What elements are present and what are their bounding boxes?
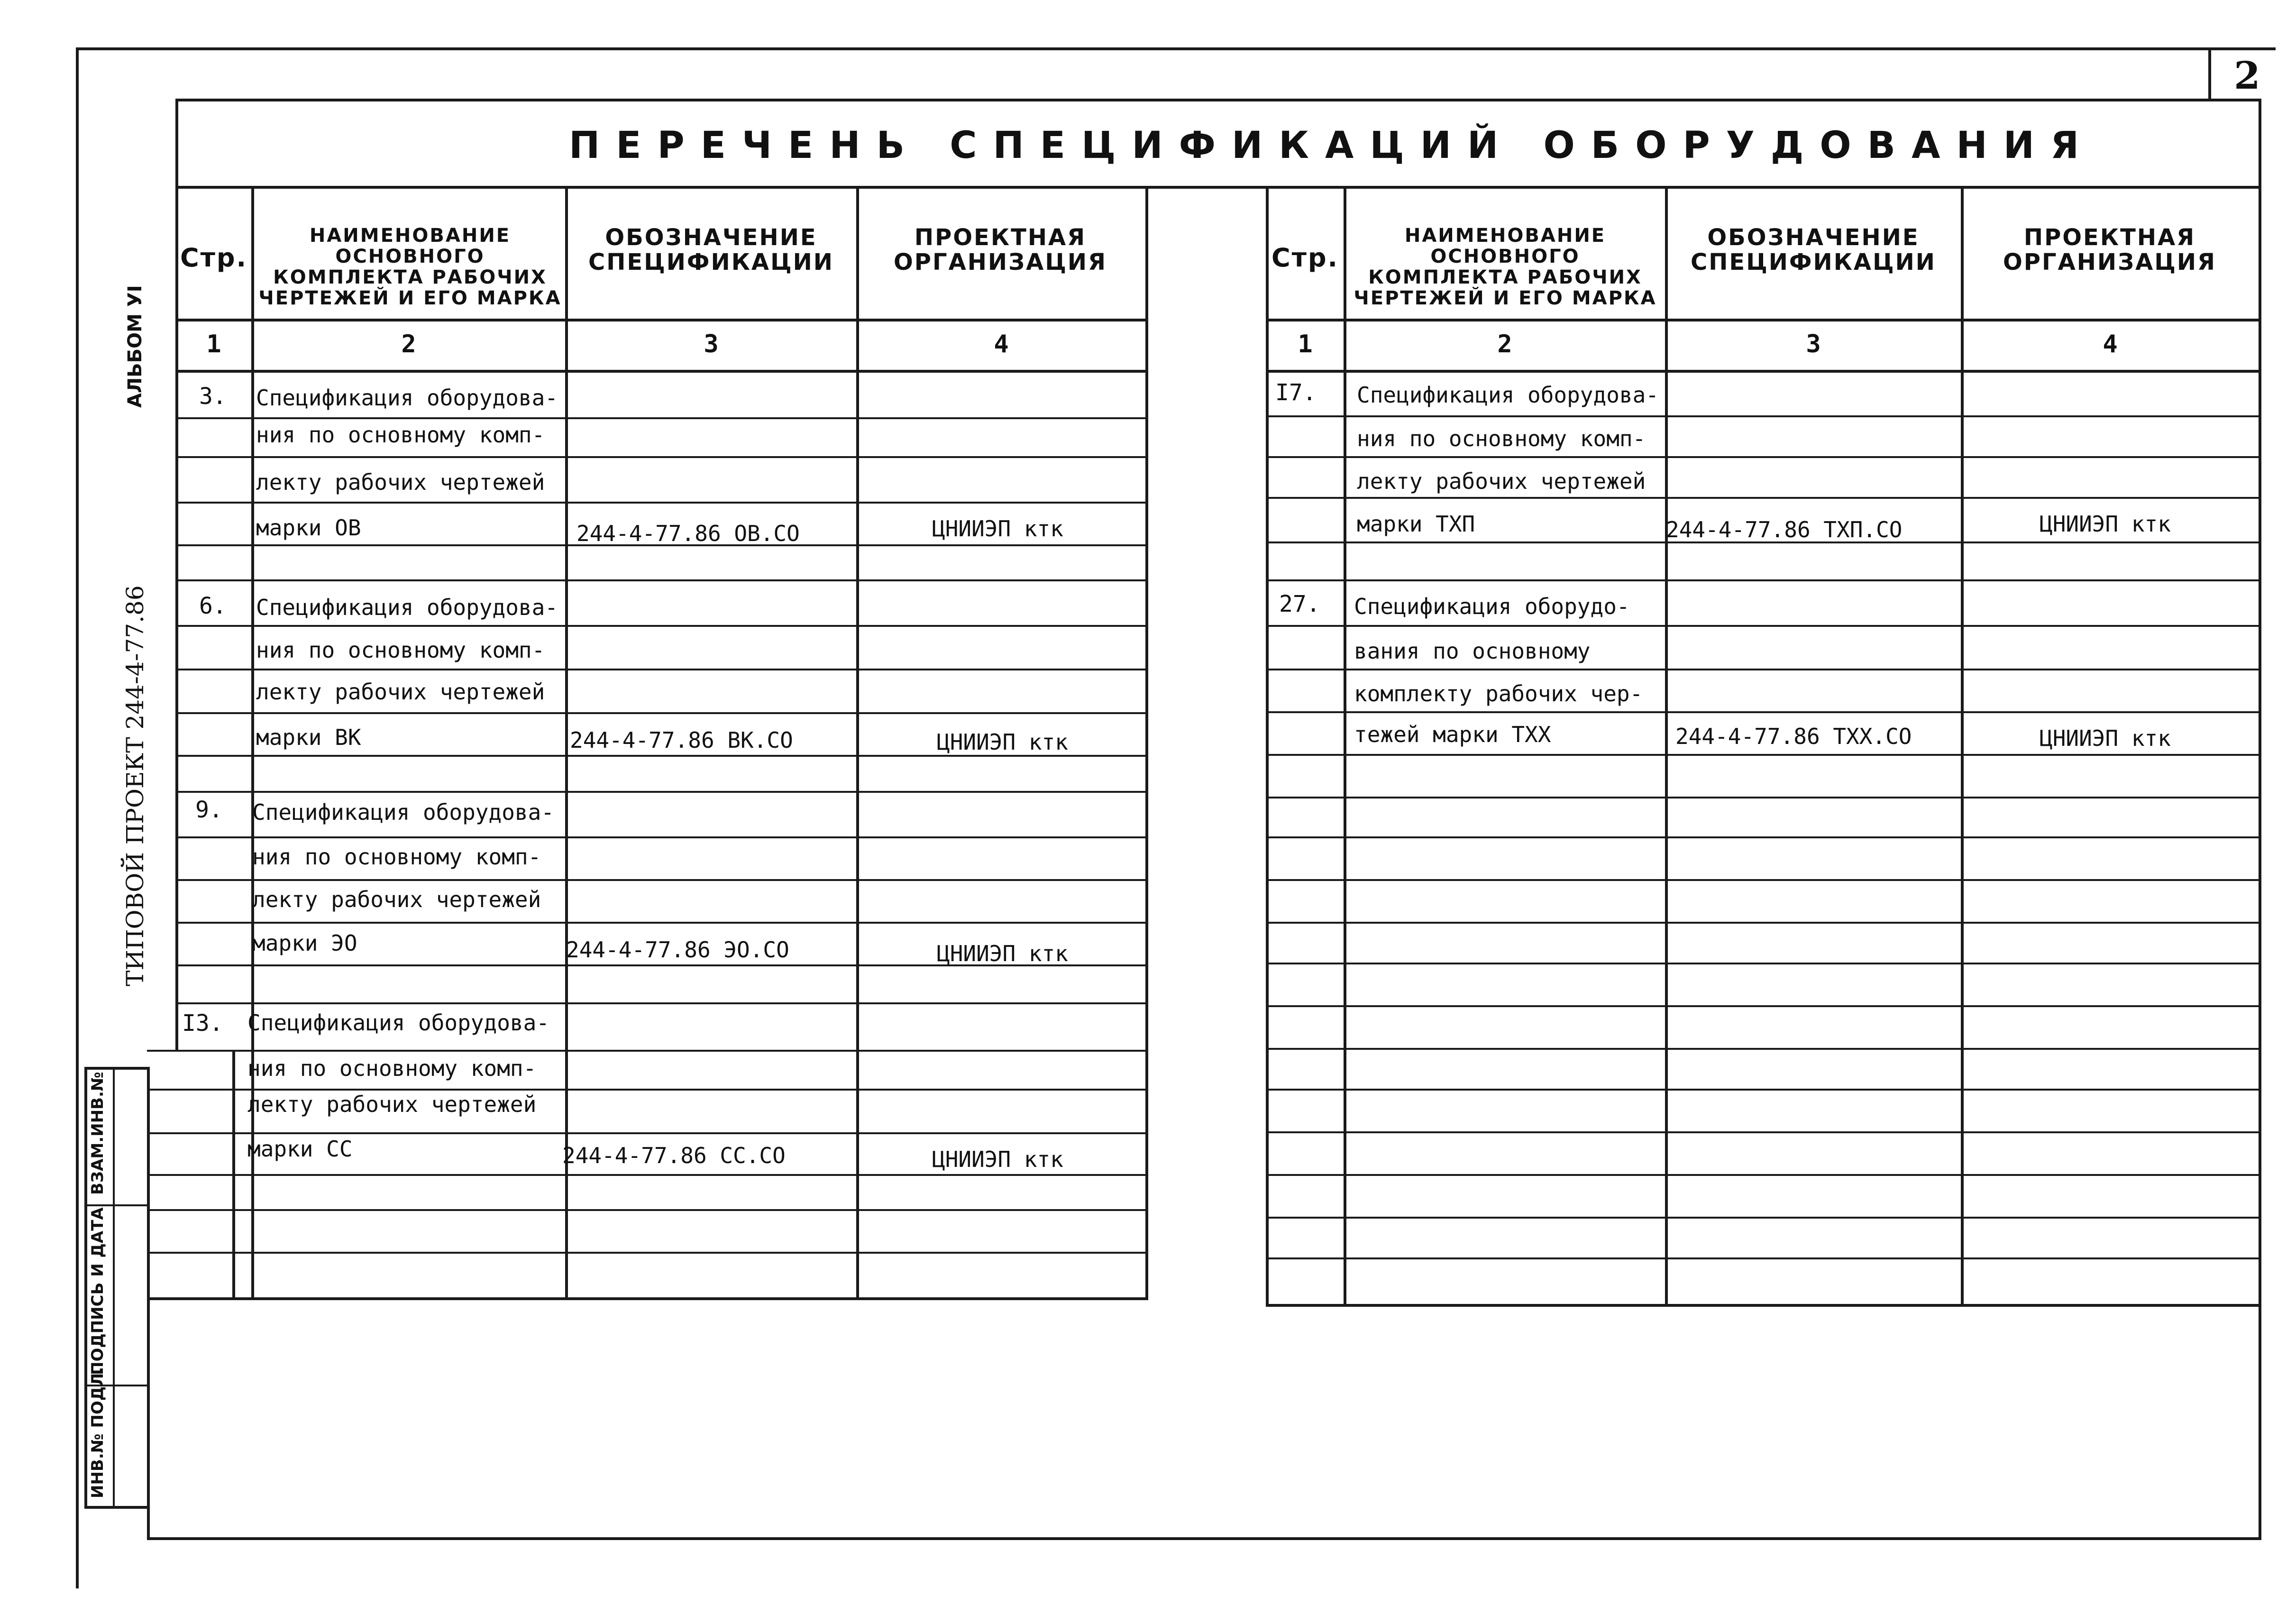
left-row-line xyxy=(147,1252,1147,1254)
left-row-line xyxy=(175,1002,1147,1004)
right-entry-line: комплекту рабочих чер- xyxy=(1354,681,1643,706)
right-row-line xyxy=(1266,625,2259,627)
left-entry-page: 9. xyxy=(195,797,223,823)
right-header-name: НАИМЕНОВАНИЕ ОСНОВНОГО КОМПЛЕКТА РАБОЧИХ ЧЕРТЕЖЕЙ И ЕГО МАРКА xyxy=(1354,225,1657,309)
left-entry-org: ЦНИИЭП ктк xyxy=(937,941,1068,966)
right-colnum-1: 1 xyxy=(1298,330,1313,358)
right-row-line xyxy=(1266,963,2259,964)
left-row-line xyxy=(175,791,1147,793)
left-header-page: Стр. xyxy=(180,243,248,273)
right-row-line xyxy=(1266,711,2259,713)
right-row-line xyxy=(1266,1005,2259,1007)
left-row-line xyxy=(147,1174,1147,1176)
right-row-line xyxy=(1266,922,2259,924)
right-entry-line: марки ТХП xyxy=(1357,511,1475,537)
left-entry-page: 6. xyxy=(199,593,227,619)
left-entry-line: Спецификация оборудова- xyxy=(256,385,558,411)
left-entry-line: лекту рабочих чертежей xyxy=(256,679,545,705)
left-row-line xyxy=(175,417,1147,419)
stamp-row-1 xyxy=(84,1204,149,1206)
right-row-line xyxy=(1266,456,2259,458)
left-colnum-4: 4 xyxy=(994,330,1009,358)
right-row-line xyxy=(1266,497,2259,499)
left-entry-org: ЦНИИЭП ктк xyxy=(937,729,1068,755)
album-label: АЛЬБОМ УI xyxy=(124,285,146,408)
left-table-body-left xyxy=(175,321,178,1052)
right-entry-code: 244-4-77.86 ТХХ.СО xyxy=(1675,724,1912,749)
left-entry-code: 244-4-77.86 ОВ.СО xyxy=(576,521,800,546)
stamp-sign-date: ПОДПИСЬ И ДАТА xyxy=(88,1207,107,1375)
stamp-bottom xyxy=(84,1506,149,1509)
right-entry-line: ния по основному комп- xyxy=(1357,426,1646,451)
left-row-line xyxy=(175,502,1147,504)
left-row-line xyxy=(147,1089,1147,1091)
left-row-line xyxy=(175,836,1147,838)
left-header-sep xyxy=(175,319,1147,321)
left-row-line xyxy=(175,456,1147,458)
left-entry-line: ния по основному комп- xyxy=(247,1055,537,1081)
left-header-org: ПРОЕКТНАЯ ОРГАНИЗАЦИЯ xyxy=(894,224,1107,275)
left-entry-line: ния по основному комп- xyxy=(252,844,541,870)
page-num-box-left xyxy=(2208,47,2211,101)
right-colnum-sep xyxy=(1266,370,2259,373)
right-row-line xyxy=(1266,1217,2259,1219)
left-entry-line: Спецификация оборудова- xyxy=(256,595,558,620)
right-row-line xyxy=(1266,754,2259,756)
right-entry-line: лекту рабочих чертежей xyxy=(1357,468,1646,494)
right-colnum-4: 4 xyxy=(2103,330,2118,358)
right-row-line xyxy=(1266,1048,2259,1050)
title-underline xyxy=(175,186,2260,189)
right-entry-line: тежей марки ТХХ xyxy=(1354,722,1551,747)
right-entry-line: вания по основному xyxy=(1354,638,1591,664)
left-entry-code: 244-4-77.86 ЭО.СО xyxy=(566,937,789,963)
frame-bottom-inner xyxy=(147,1537,2261,1540)
left-entry-line: марки СС xyxy=(247,1136,353,1162)
right-entry-page: 27. xyxy=(1279,591,1320,617)
left-colnum-sep xyxy=(175,370,1147,373)
stamp-left xyxy=(84,1067,87,1508)
left-row-line xyxy=(147,1132,1147,1134)
right-row-line xyxy=(1266,879,2259,881)
right-entry-page: I7. xyxy=(1275,379,1317,406)
stamp-divider xyxy=(113,1067,115,1508)
left-header-code: ОБОЗНАЧЕНИЕ СПЕЦИФИКАЦИИ xyxy=(588,224,834,275)
left-row-line xyxy=(175,922,1147,924)
left-lower-col1-line xyxy=(232,1050,235,1300)
right-row-line xyxy=(1266,669,2259,670)
page-title: ПЕРЕЧЕНЬ СПЕЦИФИКАЦИЙ ОБОРУДОВАНИЯ xyxy=(569,124,2095,167)
right-row-line xyxy=(1266,415,2259,417)
right-entry-line: Спецификация оборудова- xyxy=(1357,382,1659,408)
left-row-line xyxy=(147,1050,1147,1052)
left-entry-line: лекту рабочих чертежей xyxy=(247,1092,537,1117)
left-entry-line: Спецификация оборудова- xyxy=(252,799,554,825)
frame-right-inner xyxy=(2259,99,2261,1540)
left-header-name: НАИМЕНОВАНИЕ ОСНОВНОГО КОМПЛЕКТА РАБОЧИХ ЧЕРТЕЖЕЙ И ЕГО МАРКА xyxy=(258,225,562,309)
right-row-line xyxy=(1266,797,2259,798)
left-row-line xyxy=(175,669,1147,670)
frame-left-lower xyxy=(147,1067,150,1540)
right-header-sep xyxy=(1266,319,2259,321)
left-table-bottom xyxy=(147,1297,1147,1300)
left-entry-line: марки ЭО xyxy=(252,930,357,956)
right-row-line xyxy=(1266,1131,2259,1133)
left-entry-org: ЦНИИЭП ктк xyxy=(932,516,1063,541)
right-table-bottom xyxy=(1266,1304,2259,1307)
left-entry-line: Спецификация оборудова- xyxy=(247,1010,549,1036)
right-header-org: ПРОЕКТНАЯ ОРГАНИЗАЦИЯ xyxy=(2003,224,2216,275)
stamp-replace-inv: ВЗАМ.ИНВ.№ xyxy=(88,1072,107,1195)
left-entry-page: 3. xyxy=(199,383,227,410)
project-label: ТИПОВОЙ ПРОЕКТ 244-4-77.86 xyxy=(121,585,149,986)
left-row-line xyxy=(175,755,1147,757)
frame-top-outer xyxy=(76,47,2276,50)
left-entry-page: I3. xyxy=(182,1010,223,1037)
stamp-inv-orig: ИНВ.№ ПОДЛ. xyxy=(88,1367,107,1498)
frame-left-outer xyxy=(76,47,79,1588)
frame-top-inner xyxy=(175,99,2261,101)
right-row-line xyxy=(1266,1174,2259,1176)
left-colnum-3: 3 xyxy=(704,330,719,358)
left-colnum-2: 2 xyxy=(401,330,416,358)
left-entry-code: 244-4-77.86 СС.СО xyxy=(562,1143,786,1168)
left-entry-org: ЦНИИЭП ктк xyxy=(932,1147,1063,1172)
stamp-top xyxy=(84,1067,149,1070)
right-row-line xyxy=(1266,836,2259,838)
right-entry-code: 244-4-77.86 ТХП.СО xyxy=(1666,517,1903,542)
right-header-code: ОБОЗНАЧЕНИЕ СПЕЦИФИКАЦИИ xyxy=(1691,224,1936,275)
left-colnum-1: 1 xyxy=(206,330,221,358)
left-entry-line: лекту рабочих чертежей xyxy=(256,469,545,495)
right-colnum-3: 3 xyxy=(1806,330,1821,358)
left-entry-line: марки ВК xyxy=(256,725,361,750)
left-row-line xyxy=(175,712,1147,714)
right-row-line xyxy=(1266,1089,2259,1091)
left-entry-line: ния по основному комп- xyxy=(256,422,545,448)
left-entry-line: лекту рабочих чертежей xyxy=(252,887,541,912)
left-row-line xyxy=(175,625,1147,627)
right-entry-line: Спецификация оборудо- xyxy=(1354,594,1630,619)
right-header-page: Стр. xyxy=(1271,243,1339,273)
left-row-line xyxy=(175,879,1147,881)
left-row-line xyxy=(175,579,1147,581)
left-row-line xyxy=(147,1209,1147,1211)
right-entry-org: ЦНИИЭП ктк xyxy=(2040,725,2171,751)
right-row-line xyxy=(1266,579,2259,581)
left-entry-line: ния по основному комп- xyxy=(256,637,545,663)
left-entry-line: марки ОВ xyxy=(256,515,361,541)
page-number: 2 xyxy=(2234,53,2262,98)
right-row-line xyxy=(1266,1257,2259,1259)
left-entry-code: 244-4-77.86 ВК.СО xyxy=(570,727,793,753)
right-colnum-2: 2 xyxy=(1497,330,1512,358)
right-entry-org: ЦНИИЭП ктк xyxy=(2040,511,2171,537)
